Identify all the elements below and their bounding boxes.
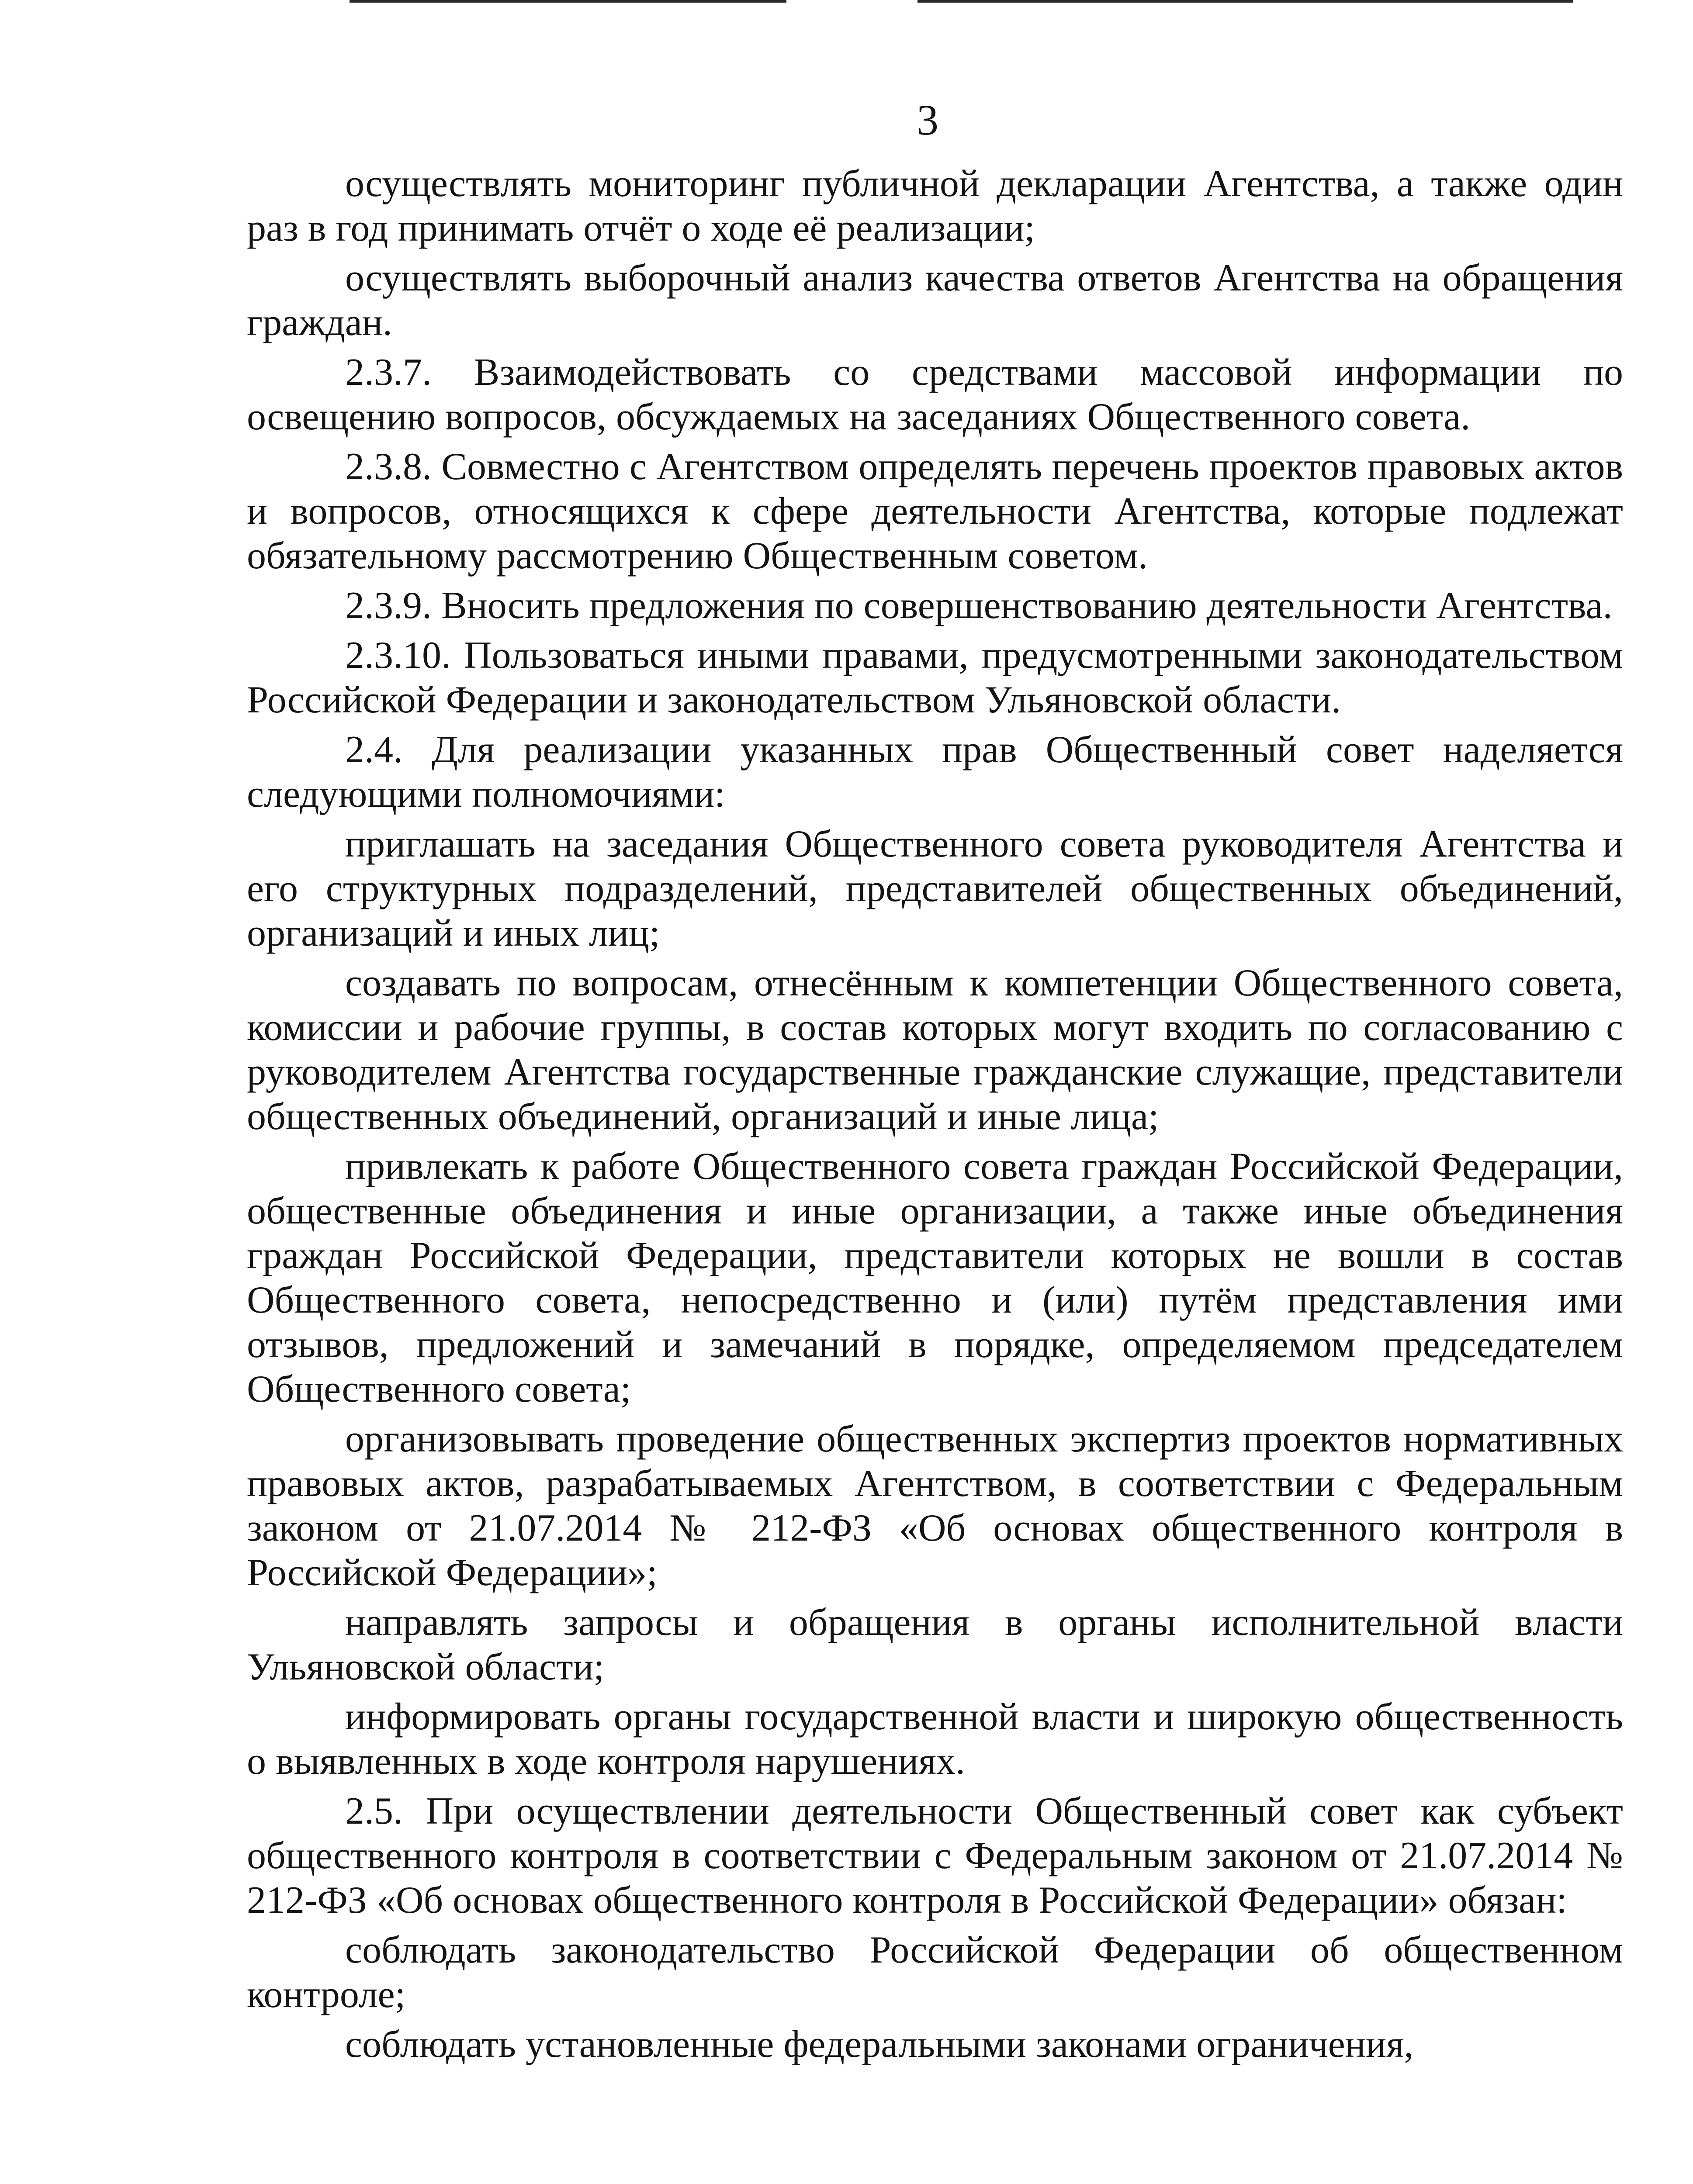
paragraph: 2.4. Для реализации указанных прав Общественный совет наделяется следующими полномочиями: — [247, 729, 1623, 816]
page-number: 3 — [917, 96, 938, 144]
paragraph: приглашать на заседания Общественного совета руководителя Агентства и его структурных подразделений, представителей общественных объединений, организаций и иных лиц; — [247, 823, 1623, 954]
paragraph: соблюдать законодательство Российской Федерации об общественном контроле; — [247, 1929, 1623, 2016]
paragraph: создавать по вопросам, отнесённым к компетенции Общественного совета, комиссии и рабочие группы, в состав которых могут входить по согласованию с руководителем Агентства государственные гражданские служащие, представители общественных объединений, организаций и иные лица; — [247, 962, 1623, 1138]
document-body — [247, 162, 1623, 2072]
paragraph: организовывать проведение общественных экспертиз проектов нормативных правовых актов, разрабатываемых Агентством, в соответствии с Федеральным законом от 21.07.2014 № 212-ФЗ «Об основах общественного контроля в Российской Федерации»; — [247, 1418, 1623, 1594]
paragraph: осуществлять выборочный анализ качества ответов Агентства на обращения граждан. — [247, 257, 1623, 344]
scan-line-top-left — [350, 0, 786, 3]
paragraph: 2.3.10. Пользоваться иными правами, предусмотренными законодательством Российской Федерации и законодательством Ульяновской области. — [247, 634, 1623, 721]
paragraph: 2.3.9. Вносить предложения по совершенствованию деятельности Агентства. — [345, 584, 1613, 627]
paragraph: соблюдать установленные федеральными законами ограничения, — [345, 2023, 1414, 2066]
scan-line-top-right — [917, 0, 1573, 3]
paragraph: 2.3.8. Совместно с Агентством определять перечень проектов правовых актов и вопросов, относящихся к сфере деятельности Агентства, которые подлежат обязательному рассмотрению Общественным советом. — [247, 446, 1623, 577]
paragraph: направлять запросы и обращения в органы исполнительной власти Ульяновской области; — [247, 1601, 1623, 1688]
paragraph: 2.5. При осуществлении деятельности Общественный совет как субъект общественного контроля в соответствии с Федеральным законом от 21.07.2014 № 212-ФЗ «Об основах общественного контроля в Российской Федерации» обязан: — [247, 1790, 1623, 1921]
paragraph: осуществлять мониторинг публичной декларации Агентства, а также один раз в год принимать отчёт о ходе её реализации; — [247, 162, 1623, 249]
paragraph: 2.3.7. Взаимодействовать со средствами массовой информации по освещению вопросов, обсуждаемых на заседаниях Общественного совета. — [247, 351, 1623, 438]
paragraph: привлекать к работе Общественного совета граждан Российской Федерации, общественные объединения и иные организации, а также иные объединения граждан Российской Федерации, представители которых не вошли в состав Общественного совета, непосредственно и (или) путём представления ими отзывов, предложений и замечаний в порядке, определяемом председателем Общественного совета; — [247, 1145, 1623, 1410]
paragraph: информировать органы государственной власти и широкую общественность о выявленных в ходе контроля нарушениях. — [247, 1696, 1623, 1783]
